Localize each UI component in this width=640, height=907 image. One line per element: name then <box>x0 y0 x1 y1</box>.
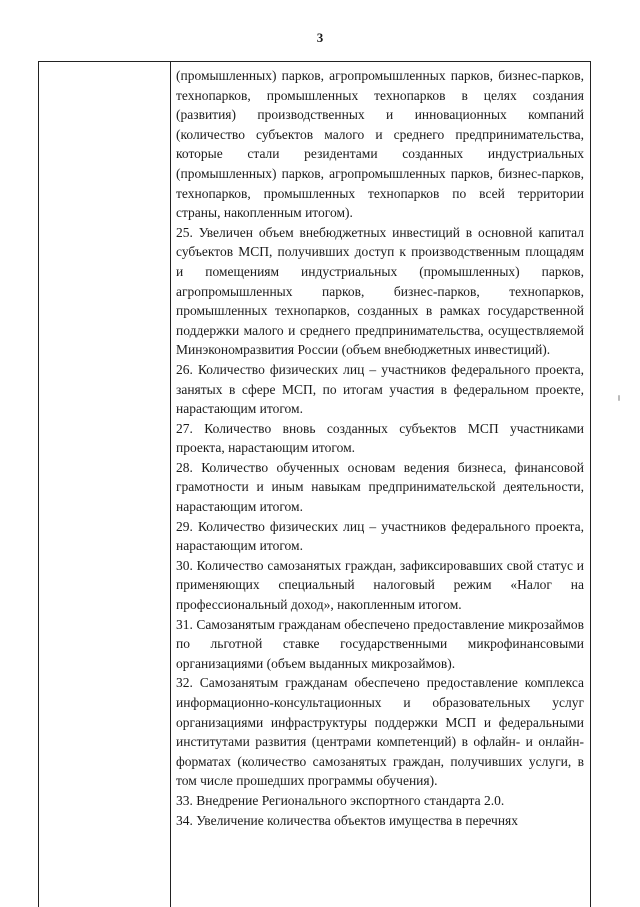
list-item-25: 25. Увеличен объем внебюджетных инвестиций в основной капитал субъектов МСП, получивших доступ к производственным площадям и помещениям индустриальных (промышленных) парков, агропромышленных парков, бизнес-парков, технопарков, промышленных технопарков, созданных в рамках государственной поддержки малого и среднего предпринимательства, осуществляемой Минэкономразвития России (объем внебюджетных инвестиций). <box>176 224 584 358</box>
document-table <box>38 61 591 907</box>
list-item-27: 27. Количество вновь созданных субъектов МСП участниками проекта, нарастающим итогом. <box>176 420 584 456</box>
scan-edge-mark <box>618 395 620 401</box>
list-item-33: 33. Внедрение Регионального экспортного стандарта 2.0. <box>176 792 505 808</box>
list-item-30: 30. Количество самозанятых граждан, зафиксировавших свой статус и применяющих специальный налоговый режим «Налог на профессиональный доход», накопленным итогом. <box>176 557 584 613</box>
list-item-31: 31. Самозанятым гражданам обеспечено предоставление микрозаймов по льготной ставке государственными микрофинансовыми организациями (объем выданных микрозаймов). <box>176 616 584 671</box>
list-item-26: 26. Количество физических лиц – участников федерального проекта, занятых в сфере МСП, по итогам участия в федеральном проекте, нарастающим итогом. <box>176 361 584 417</box>
page-number: 3 <box>316 30 324 45</box>
list-item-32: 32. Самозанятым гражданам обеспечено предоставление комплекса информационно-консультационных и образовательных услуг организациями инфраструктуры поддержки МСП и федеральными институтами развития (центрами компетенций) в офлайн- и онлайн-форматах (количество самозанятых граждан, получивших услуги, в том числе прошедших программы обучения). <box>176 675 584 789</box>
list-item-34: 34. Увеличение количества объектов имущества в перечнях <box>176 812 519 828</box>
list-item-28: 28. Количество обученных основам ведения бизнеса, финансовой грамотности и иным навыкам предпринимательской деятельности, нарастающим итогом. <box>176 459 584 515</box>
right-column-cell <box>171 62 590 907</box>
list-item-29: 29. Количество физических лиц – участников федерального проекта, нарастающим итогом. <box>176 518 584 554</box>
list-item-continuation: (промышленных) парков, агропромышленных парков, бизнес-парков, технопарков, промышленных технопарков в целях создания (развития) производственных и инновационных компаний (количество субъектов малого и среднего предпринимательства, которые стали резидентами созданных индустриальных (промышленных) парков, агропромышленных парков, бизнес-парков, технопарков, промышленных технопарков по всей территории страны, накопленным итогом). <box>176 68 584 221</box>
left-column-cell <box>39 62 171 907</box>
